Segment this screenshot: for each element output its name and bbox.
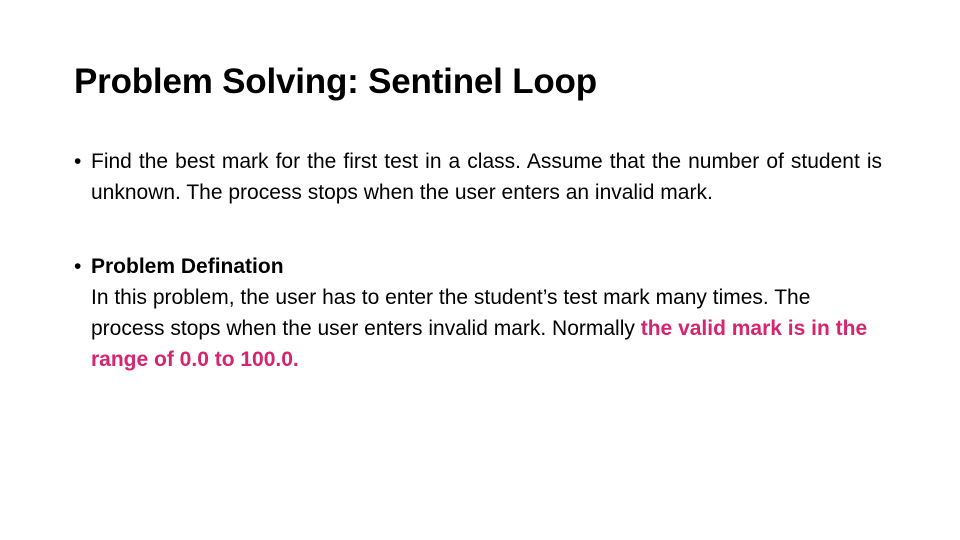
task-description: Find the best mark for the first test in a class. Assume that the number of student is unknown. The process stops when the user enters an invalid mark. — [91, 150, 882, 204]
bullet-marker: • — [74, 150, 82, 173]
slide-title: Problem Solving: Sentinel Loop — [74, 62, 597, 101]
problem-definition-body — [91, 282, 882, 375]
bullet-item-problem-definition — [74, 251, 882, 375]
bullet-list — [74, 146, 882, 375]
valid-range-highlight: the valid mark is in the range of 0.0 to 100.0. — [91, 317, 868, 371]
bullet-item-task — [74, 146, 882, 208]
problem-definition-heading: Problem Defination — [91, 255, 284, 278]
problem-definition-text: In this problem, the user has to enter the student’s test mark many times. The process stops when the user enters invalid mark. Normally — [91, 286, 811, 340]
bullet-marker: • — [74, 255, 82, 278]
